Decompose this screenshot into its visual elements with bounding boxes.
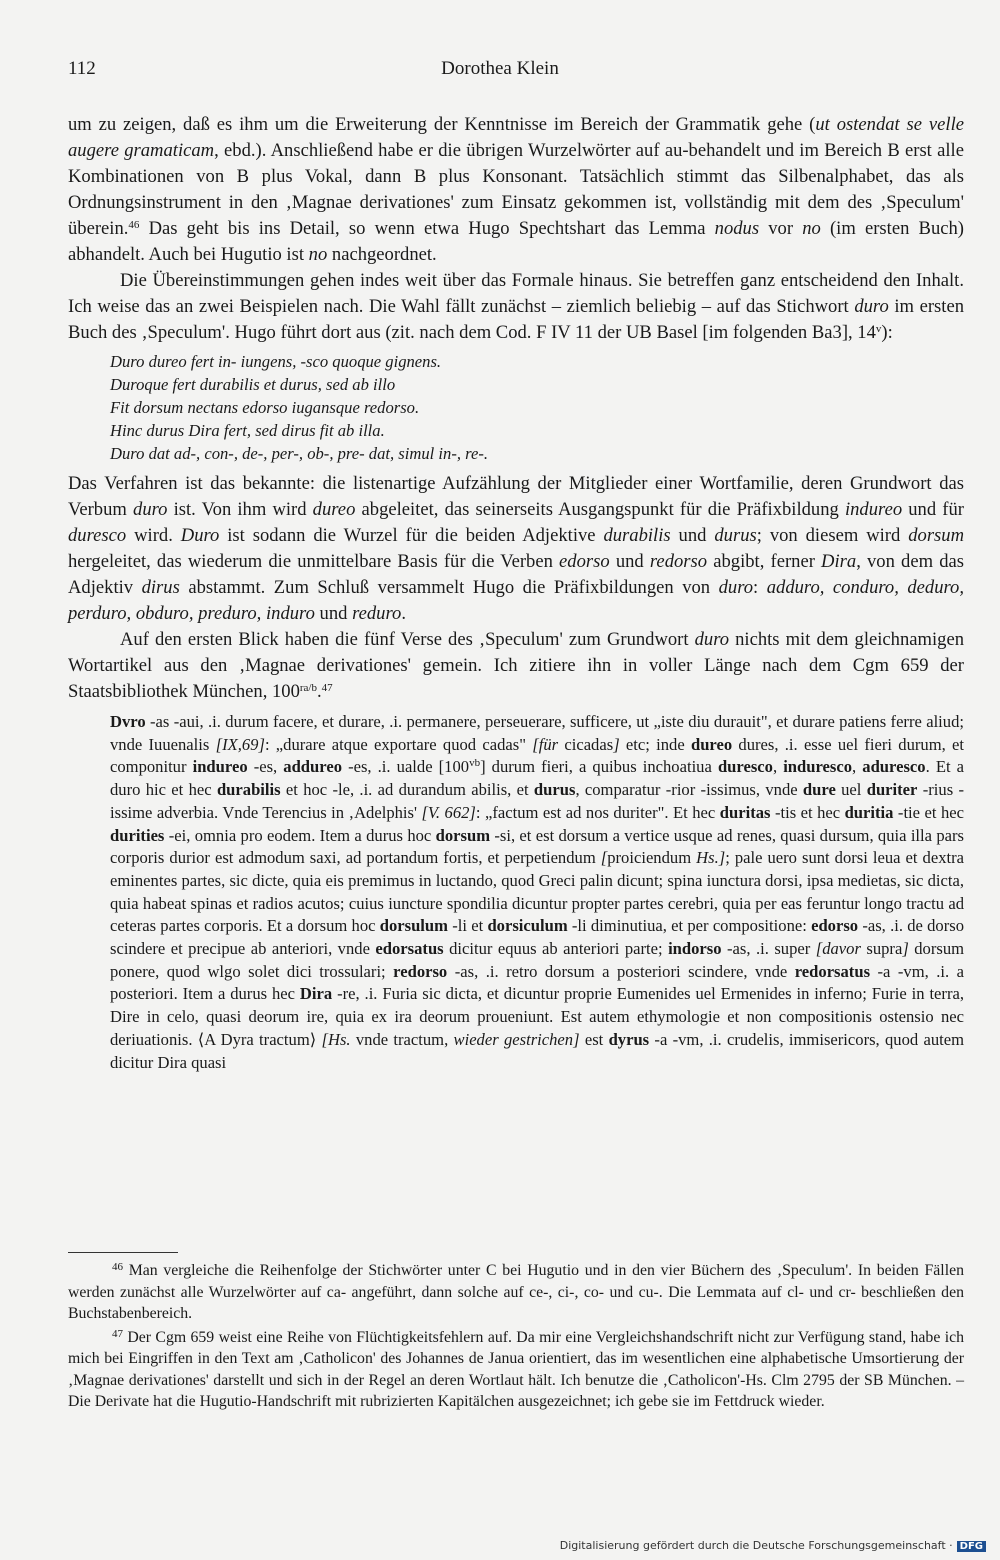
verse-line: Fit dorsum nectans edorso iugansque redorso. [110, 398, 420, 417]
body-text [68, 112, 964, 1074]
verse-line: Duro dat ad-, con-, de-, per-, ob-, pre- dat, simul in-, re-. [110, 444, 489, 463]
latin-quotation: Dvro -as -aui, .i. durum facere, et durare, .i. permanere, perseuerare, sufficere, ut „iste diu durauit", et durare patiens ferre aliud; vnde Iuuenalis [IX,69]: „durare atque exportare quod cadas" [für cicadas] etc; inde dureo dures, .i. esse uel fieri durum, et componitur indureo -es, addureo -es, .i. ualde $[100^{vb}]$ durum fieri, a quibus inchoatiua duresco, induresco, aduresco. Et a duro hic et hec durabilis et hoc -le, .i. ad durandum abilis, et durus, comparatur -rior -issimus, vnde dure uel duriter -rius -issime adverbia. Vnde Terencius in ‚Adelphis' [V. 662]: „factum est ad nos duriter". Et hec duritas -tis et hec duritia -tie et hec durities -ei, omnia pro eodem. Item a durus hoc dorsum -si, et est dorsum a vertice usque ad renes, quasi dursum, quia illa pars corporis durior est admodum saxi, ad portandum fortis, et perpetiendum [proiciendum Hs.]; pale uero sunt dorsi leua et dextra eminentes partes, sic dicte, quia eis premimus in luctando, quod Greci palin dicunt; spina iunctura dorsi, ipsa medietas, sic dicta, quia habeat spinas et radios acutos; cuius iuncture spondilia dicuntur propter partes cerebri, quia per eas feruntur longo tractu ad ceteras partes corporis. Et a dorsum hoc dorsulum -li et dorsiculum -li diminutiua, et per compositione: edorso -as, .i. de dorso scindere et precipue ab anteriori, vnde edorsatus dicitur equus ab anteriori parte; indorso -as, .i. super [davor supra] dorsum ponere, quod wlgo solet dici trossulari; redorso -as, .i. retro dorsum a posteriori scindere, vnde redorsatus -a -vm, .i. a posteriori. Item a durus hec Dira -re, .i. Furia sic dicta, et dicuntur proprie Eumenides uel Ermenides in inferno; Furie in terra, Dire in celo, quasi deorum ire, quia ex ira deorum proueniunt. Est autem ethymologie et non compositionis ostensio nec deriuationis. ⟨A Dyra tractum⟩ [Hs. vnde tractum, wieder gestrichen] est dyrus -a -vm, .i. crudelis, immisericors, quod autem dicitur Dira quasi [110, 712, 965, 1072]
running-head: Dorothea Klein [441, 58, 559, 79]
paragraph-2: Die Übereinstimmungen gehen indes weit über das Formale hinaus. Sie betreffen ganz entscheidend den Inhalt. Ich weise das an zwei Beispielen nach. Die Wahl fällt zunächst – ziemlich beliebig – auf das Stichwort duro im ersten Buch des ‚Speculum'. Hugo führt dort aus (zit. nach dem Cod. F IV 11 der UB Basel [im folgenden Ba3], 14$^v$): [68, 270, 964, 343]
verse-line: Duroque fert durabilis et durus, sed ab illo [110, 375, 396, 394]
paragraph-3: Das Verfahren ist das bekannte: die listenartige Aufzählung der Mitglieder einer Wortfamilie, deren Grundwort das Verbum duro ist. Von ihm wird dureo abgeleitet, das seinerseits Ausgangspunkt für die Präfixbildung indureo und für duresco wird. Duro ist sodann die Wurzel für die beiden Adjektive durabilis und durus; von diesem wird dorsum hergeleitet, das wiederum die unmittelbare Basis für die Verben edorso und redorso abgibt, ferner Dira, von dem das Adjektiv dirus abstammt. Zum Schluß versammelt Hugo die Präfixbildungen von duro: adduro, conduro, deduro, perduro, obduro, preduro, induro und reduro. [68, 473, 965, 624]
footnote-ref-46[interactable]: 46 [128, 219, 140, 231]
footnote-divider [68, 1252, 178, 1253]
footnote-46: $^{46}$ Man vergleiche die Reihenfolge der Stichwörter unter C bei Hugutio und in den vier Büchern des ‚Speculum'. In beiden Fällen werden zunächst alle Wurzelwörter auf ca- angeführt, dann solche auf ce-, ci-, co- und cu-. Die Lemmata auf cl- und cr- beschließen den Buchstabenbereich. [68, 1261, 964, 1322]
paragraph-4: Auf den ersten Blick haben die fünf Verse des ‚Speculum' zum Grundwort duro nichts mit dem gleichnamigen Wortartikel aus den ‚Magnae derivationes' gemein. Ich zitiere ihn in voller Länge nach dem Cgm 659 der Staatsbibliothek München, $100^{ra/b}.^{47}$ [68, 629, 964, 702]
footnote-ref-47[interactable]: 47 [321, 682, 333, 694]
dfg-logo: DFG [957, 1541, 986, 1552]
verse-quotation [110, 350, 964, 465]
verse-line: Duro dureo fert in- iungens, -sco quoque gignens. [110, 352, 442, 371]
verse-line: Hinc durus Dira fert, sed dirus fit ab illa. [110, 421, 385, 440]
page-number: 112 [68, 58, 96, 79]
digitization-credit: Digitalisierung gefördert durch die Deutsche Forschungsgemeinschaft · DFG [560, 1539, 986, 1552]
footnotes [68, 1260, 964, 1415]
footnote-number: 46 [112, 1261, 123, 1273]
page-header [68, 58, 932, 88]
paragraph-1: um zu zeigen, daß es ihm um die Erweiterung der Kenntnisse im Bereich der Grammatik gehe (ut ostendat se velle augere gramaticam, ebd.). Anschließend habe er die übrigen Wurzelwörter auf au-behandelt und im Bereich B erst alle Kombinationen von B plus Vokal, dann B plus Konsonant. Tatsächlich stimmt das Silbenalphabet, das als Ordnungsinstrument in den ‚Magnae derivationes' zum Einsatz gekommen ist, vollständig mit dem des ‚Speculum' überein.$^{46}$ Das geht bis ins Detail, so wenn etwa Hugo Spechtshart das Lemma nodus vor no (im ersten Buch) abhandelt. Auch bei Hugutio ist no nachgeordnet. [68, 114, 964, 265]
footnote-number: 47 [112, 1327, 123, 1340]
footnote-47: $^{47}$ Der Cgm 659 weist eine Reihe von Flüchtigkeitsfehlern auf. Da mir eine Vergleichshandschrift nicht zur Verfügung stand, habe ich mich bei Eingriffen in den Text am ‚Catholicon' des Johannes de Janua orientiert, das im wesentlichen eine alphabetische Umsortierung der ‚Magnae derivationes' darstellt und sich in der Regel an deren Wortlaut hält. Ich benutze die ‚Catholicon'-Hs. Clm 2795 der SB München. – Die Derivate hat die Hugutio-Handschrift mit rubrizierten Kapitälchen ausgezeichnet; ich gebe sie im Fettdruck wieder. [68, 1327, 964, 1410]
